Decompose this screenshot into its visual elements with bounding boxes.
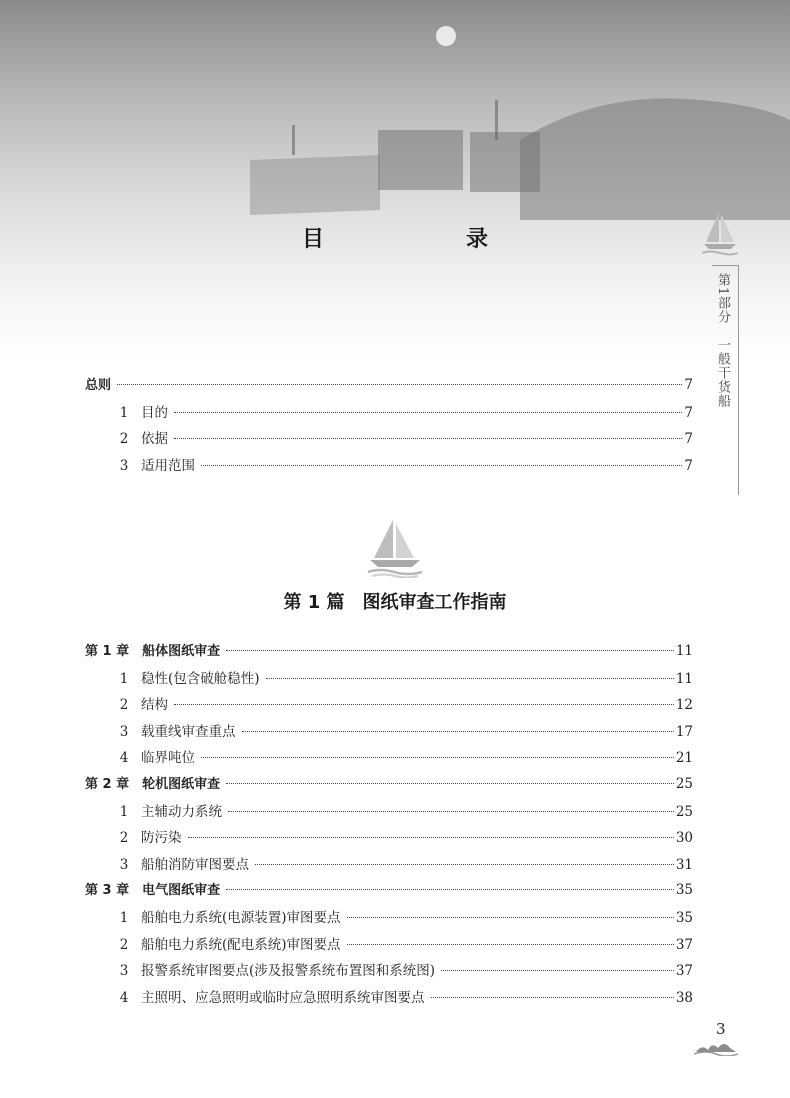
toc-entry-label: 防污染	[141, 830, 182, 847]
dot-leader	[347, 944, 674, 945]
toc-entry-label: 总则	[85, 378, 112, 393]
toc-entry-number: 2	[119, 431, 129, 448]
toc-section-row[interactable]	[85, 746, 693, 768]
dot-leader	[347, 917, 674, 918]
toc-entry-label: 主照明、应急照明或临时应急照明系统审图要点	[141, 989, 425, 1006]
toc-entry-page: 38	[675, 989, 693, 1006]
toc-entry-number: 4	[119, 750, 129, 767]
dot-leader	[174, 412, 682, 413]
sailboat-icon	[700, 208, 740, 256]
toc-entry-number: 1	[119, 910, 129, 926]
toc-section-row[interactable]	[85, 454, 693, 476]
toc-entry-page: 7	[684, 458, 693, 475]
dot-leader	[174, 704, 674, 705]
side-tab	[704, 265, 739, 495]
toc-entry-label: 报警系统审图要点(涉及报警系统布置图和系统图)	[141, 963, 436, 980]
toc-entry-label: 稳性(包含破舱稳性)	[141, 670, 260, 687]
toc-entry-number: 2	[119, 830, 129, 847]
toc-entry-label: 载重线审查重点	[141, 723, 236, 740]
toc-entry-label: 第 2 章 轮机图纸审查	[85, 777, 221, 792]
toc-section-row[interactable]	[85, 986, 693, 1008]
toc-entry-page: 25	[675, 776, 693, 792]
toc-chapter-row[interactable]	[85, 374, 693, 396]
toc-section-row[interactable]	[85, 401, 693, 423]
toc-entry-number: 2	[119, 936, 129, 953]
toc-entry-page: 11	[675, 670, 693, 687]
toc-entry-number: 4	[119, 989, 129, 1006]
toc-entry-label: 临界吨位	[141, 750, 195, 767]
toc-entry-label: 船舶电力系统(电源装置)审图要点	[141, 910, 341, 926]
page-number: 3	[716, 1020, 726, 1038]
dot-leader	[441, 970, 674, 971]
toc-entry-page: 37	[675, 963, 693, 980]
toc-section-row[interactable]	[85, 693, 693, 715]
harbor-scene-image	[0, 0, 790, 360]
toc-entry-number: 3	[119, 856, 129, 873]
dot-leader	[228, 811, 674, 812]
toc-entry-label: 第 3 章 电气图纸审查	[85, 883, 221, 899]
dot-leader	[226, 889, 674, 890]
dot-leader	[255, 864, 674, 865]
toc-entry-page: 37	[675, 936, 693, 953]
toc-section-row[interactable]	[85, 906, 693, 928]
toc-section-row[interactable]	[85, 959, 693, 981]
toc-entry-number: 1	[119, 404, 129, 421]
toc-entry-label: 适用范围	[141, 458, 195, 475]
toc-entry-number: 1	[119, 670, 129, 687]
dot-leader	[431, 997, 674, 998]
toc-entry-number: 2	[119, 697, 129, 714]
toc-entry-number: 3	[119, 458, 129, 475]
dot-leader	[201, 465, 682, 466]
toc-section-row[interactable]	[85, 853, 693, 875]
toc-entry-number: 1	[119, 803, 129, 820]
toc-entry-page: 31	[675, 856, 693, 873]
dot-leader	[117, 384, 682, 385]
toc-entry-page: 17	[675, 723, 693, 740]
toc-entry-page: 25	[675, 803, 693, 820]
toc-entry-page: 21	[675, 750, 693, 767]
toc-entry-page: 7	[684, 377, 693, 393]
dot-leader	[226, 783, 674, 784]
toc-chapter-row[interactable]	[85, 879, 693, 901]
side-tab-text: 第1部分 一般干货船	[715, 273, 730, 409]
toc-section-row[interactable]	[85, 427, 693, 449]
toc-entry-label: 第 1 章 船体图纸审查	[85, 644, 221, 659]
toc-section-row[interactable]	[85, 933, 693, 955]
toc-section-row[interactable]	[85, 720, 693, 742]
toc-entry-number: 3	[119, 963, 129, 980]
toc-entry-page: 7	[684, 431, 693, 448]
toc-entry-label: 船舶消防审图要点	[141, 856, 249, 873]
toc-entry-label: 目的	[141, 404, 168, 421]
dot-leader	[201, 757, 674, 758]
toc-section-row[interactable]	[85, 800, 693, 822]
toc-entry-label: 主辅动力系统	[141, 803, 222, 820]
wave-icon	[694, 1038, 738, 1056]
toc-chapter-row[interactable]	[85, 773, 693, 795]
toc-entry-page: 35	[675, 882, 693, 899]
sailboat-icon	[364, 516, 426, 578]
toc-entry-number: 3	[119, 723, 129, 740]
toc-chapter-row[interactable]	[85, 640, 693, 662]
toc-entry-page: 7	[684, 404, 693, 421]
dot-leader	[226, 650, 674, 651]
toc-entry-label: 船舶电力系统(配电系统)审图要点	[141, 936, 341, 953]
toc-entry-label: 结构	[141, 697, 168, 714]
dot-leader	[188, 837, 674, 838]
toc-entry-page: 12	[675, 697, 693, 714]
dot-leader	[266, 678, 674, 679]
toc-entry-page: 11	[675, 643, 693, 659]
toc-entry-page: 35	[675, 910, 693, 926]
toc-entry-label: 依据	[141, 431, 168, 448]
toc-section-row[interactable]	[85, 826, 693, 848]
toc-entry-page: 30	[675, 830, 693, 847]
dot-leader	[242, 731, 674, 732]
toc-section-row[interactable]	[85, 667, 693, 689]
part-title: 第 1 篇 图纸审查工作指南	[283, 592, 507, 613]
dot-leader	[174, 438, 682, 439]
header-background	[0, 0, 790, 360]
toc-title: 目 录	[301, 227, 548, 252]
